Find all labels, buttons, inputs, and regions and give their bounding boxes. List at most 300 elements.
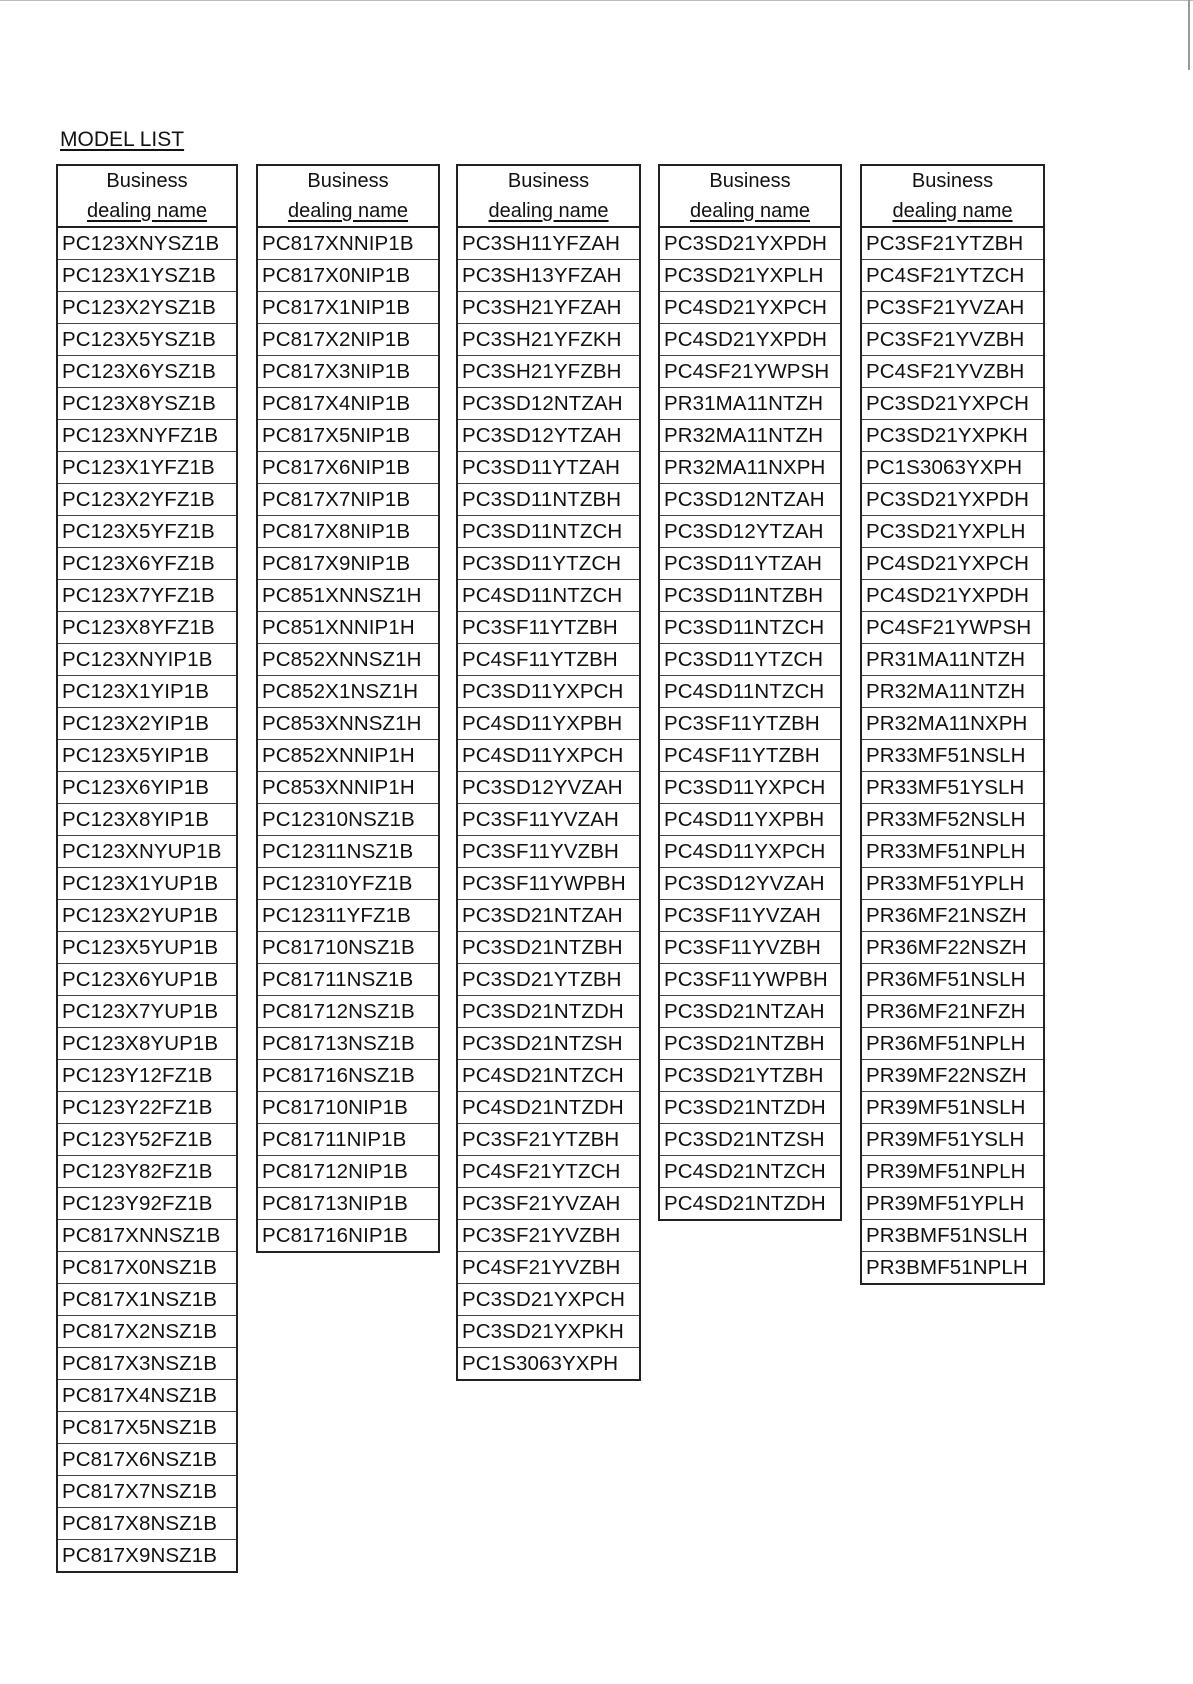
model-name-cell: PC81711NIP1B [257, 1124, 439, 1156]
model-name-cell: PC81716NSZ1B [257, 1060, 439, 1092]
table-row [861, 932, 1044, 964]
model-name-cell: PC123XNYFZ1B [57, 420, 237, 452]
table-row [861, 420, 1044, 452]
table-row [257, 324, 439, 356]
model-name-cell: PC123X8YSZ1B [57, 388, 237, 420]
model-name-cell: PC817X7NSZ1B [57, 1476, 237, 1508]
model-name-cell: PC3SD11YXPCH [457, 676, 640, 708]
table-row [57, 452, 237, 484]
model-name-cell: PC3SD21YXPKH [861, 420, 1044, 452]
model-name-cell: PC3SH21YFZKH [457, 324, 640, 356]
table-row [457, 1348, 640, 1381]
table-row [457, 1188, 640, 1220]
model-name-cell: PR39MF51NPLH [861, 1156, 1044, 1188]
table-row [457, 1284, 640, 1316]
model-name-cell: PC3SD12NTZAH [457, 388, 640, 420]
model-name-cell: PC4SD21NTZDH [457, 1092, 640, 1124]
model-name-cell: PC852XNNIP1H [257, 740, 439, 772]
model-name-cell: PC3SD12YTZAH [659, 516, 841, 548]
table-row [457, 516, 640, 548]
table-row [861, 1156, 1044, 1188]
model-name-cell: PC3SD11YTZCH [457, 548, 640, 580]
model-name-cell: PC123X1YSZ1B [57, 260, 237, 292]
model-name-cell: PC3SD21YTZBH [659, 1060, 841, 1092]
model-name-cell: PC4SD11YXPCH [659, 836, 841, 868]
table-row [257, 612, 439, 644]
table-row [257, 772, 439, 804]
model-table-2 [256, 164, 440, 1253]
table-row [659, 900, 841, 932]
model-name-cell: PR39MF51NSLH [861, 1092, 1044, 1124]
table-row [457, 868, 640, 900]
model-name-cell: PC123Y12FZ1B [57, 1060, 237, 1092]
model-name-cell: PC123XNYUP1B [57, 836, 237, 868]
table-row [861, 484, 1044, 516]
model-name-cell: PR33MF51YSLH [861, 772, 1044, 804]
model-name-cell: PC3SD21YXPKH [457, 1316, 640, 1348]
table-row [57, 324, 237, 356]
model-name-cell: PC3SD11YTZCH [659, 644, 841, 676]
model-name-cell: PC3SD12YVZAH [457, 772, 640, 804]
table-row [57, 868, 237, 900]
model-name-cell: PC3SF11YTZBH [457, 612, 640, 644]
table-row [457, 452, 640, 484]
table-row [57, 676, 237, 708]
model-name-cell: PC817X3NSZ1B [57, 1348, 237, 1380]
table-row [457, 1252, 640, 1284]
table-row [57, 772, 237, 804]
model-name-cell: PC3SD21NTZSH [659, 1124, 841, 1156]
table-row [659, 804, 841, 836]
model-name-cell: PC817XNNSZ1B [57, 1220, 237, 1252]
table-row [457, 420, 640, 452]
model-name-cell: PC123X8YUP1B [57, 1028, 237, 1060]
table-row [659, 964, 841, 996]
table-row [57, 260, 237, 292]
model-name-cell: PC4SF21YTZCH [861, 260, 1044, 292]
table-row [861, 996, 1044, 1028]
model-name-cell: PR31MA11NTZH [861, 644, 1044, 676]
model-name-cell: PC12310YFZ1B [257, 868, 439, 900]
model-name-cell: PR36MF51NPLH [861, 1028, 1044, 1060]
model-name-cell: PC123X1YIP1B [57, 676, 237, 708]
table-row [257, 227, 439, 260]
model-name-cell: PR32MA11NXPH [861, 708, 1044, 740]
table-row [257, 1220, 439, 1253]
model-name-cell: PC4SD21NTZCH [457, 1060, 640, 1092]
model-name-cell: PC4SF11YTZBH [457, 644, 640, 676]
table-row [659, 260, 841, 292]
table-row [861, 708, 1044, 740]
table-row [861, 868, 1044, 900]
model-name-cell: PC123XNYSZ1B [57, 227, 237, 260]
table-row [659, 1028, 841, 1060]
table-row [57, 708, 237, 740]
table-row [861, 580, 1044, 612]
model-name-cell: PR39MF51YSLH [861, 1124, 1044, 1156]
model-name-cell: PR36MF21NFZH [861, 996, 1044, 1028]
table-row [659, 484, 841, 516]
model-name-cell: PR36MF21NSZH [861, 900, 1044, 932]
table-row [57, 1060, 237, 1092]
model-name-cell: PC851XNNSZ1H [257, 580, 439, 612]
model-name-cell: PC817X4NSZ1B [57, 1380, 237, 1412]
table-row [257, 484, 439, 516]
model-name-cell: PC4SF21YTZCH [457, 1156, 640, 1188]
model-name-cell: PC123X1YFZ1B [57, 452, 237, 484]
model-name-cell: PC3SD12YTZAH [457, 420, 640, 452]
table-row [861, 260, 1044, 292]
model-name-cell: PC3SD11NTZCH [457, 516, 640, 548]
model-name-cell: PC12311YFZ1B [257, 900, 439, 932]
table-row [659, 740, 841, 772]
table-row [659, 388, 841, 420]
column-header: Business dealing name [659, 165, 841, 227]
table-row [57, 1380, 237, 1412]
table-row [257, 1060, 439, 1092]
model-name-cell: PC123XNYIP1B [57, 644, 237, 676]
table-row [57, 740, 237, 772]
model-name-cell: PC4SD11NTZCH [457, 580, 640, 612]
table-row [861, 1028, 1044, 1060]
table-row [57, 1028, 237, 1060]
model-name-cell: PR32MA11NTZH [861, 676, 1044, 708]
table-row [57, 1092, 237, 1124]
table-row [457, 1092, 640, 1124]
table-row [57, 1124, 237, 1156]
model-name-cell: PC81713NSZ1B [257, 1028, 439, 1060]
model-name-cell: PC3SF11YWPBH [659, 964, 841, 996]
model-name-cell: PC4SD21YXPCH [659, 292, 841, 324]
model-name-cell: PC3SD11YXPCH [659, 772, 841, 804]
table-row [659, 772, 841, 804]
model-name-cell: PC3SF11YVZBH [659, 932, 841, 964]
table-row [457, 324, 640, 356]
model-name-cell: PC123X7YUP1B [57, 996, 237, 1028]
table-row [257, 388, 439, 420]
table-row [659, 932, 841, 964]
model-name-cell: PC123X6YSZ1B [57, 356, 237, 388]
table-row [457, 996, 640, 1028]
model-name-cell: PR32MA11NXPH [659, 452, 841, 484]
table-row [457, 612, 640, 644]
table-row [861, 324, 1044, 356]
table-row [457, 260, 640, 292]
table-row [257, 260, 439, 292]
model-name-cell: PC123X6YFZ1B [57, 548, 237, 580]
table-row [57, 548, 237, 580]
model-name-cell: PC81710NSZ1B [257, 932, 439, 964]
model-name-cell: PC3SD11YTZAH [457, 452, 640, 484]
table-row [257, 836, 439, 868]
model-name-cell: PC852X1NSZ1H [257, 676, 439, 708]
model-name-cell: PC3SD12NTZAH [659, 484, 841, 516]
table-row [457, 292, 640, 324]
table-row [659, 420, 841, 452]
model-name-cell: PC817X0NSZ1B [57, 1252, 237, 1284]
table-row [457, 644, 640, 676]
table-row [457, 1220, 640, 1252]
table-row [659, 1188, 841, 1221]
model-name-cell: PC817X7NIP1B [257, 484, 439, 516]
table-row [457, 900, 640, 932]
model-name-cell: PC817X4NIP1B [257, 388, 439, 420]
table-row [57, 580, 237, 612]
model-name-cell: PC3SD21NTZAH [457, 900, 640, 932]
model-name-cell: PC3SD21YXPLH [659, 260, 841, 292]
model-name-cell: PC4SD21YXPCH [861, 548, 1044, 580]
model-name-cell: PC4SF21YVZBH [457, 1252, 640, 1284]
model-name-cell: PC817X1NSZ1B [57, 1284, 237, 1316]
table-row [57, 1252, 237, 1284]
model-name-cell: PC817XNNIP1B [257, 227, 439, 260]
model-name-cell: PC3SF21YTZBH [861, 227, 1044, 260]
model-name-cell: PC851XNNIP1H [257, 612, 439, 644]
table-row [861, 1060, 1044, 1092]
model-name-cell: PC817X9NSZ1B [62, 1543, 218, 1567]
table-row [861, 644, 1044, 676]
table-row [861, 740, 1044, 772]
model-name-cell: PC3SF21YVZAH [861, 292, 1044, 324]
model-name-cell: PC4SF21YVZBH [861, 356, 1044, 388]
model-name-cell: PC3SF11YVZAH [457, 804, 640, 836]
table-row [861, 227, 1044, 260]
column-header: Business dealing name [861, 165, 1044, 227]
model-name-cell: PR39MF51YPLH [861, 1188, 1044, 1220]
table-row [257, 1092, 439, 1124]
model-name-cell: PC817X1NIP1B [257, 292, 439, 324]
model-name-cell: PC3SF11YTZBH [659, 708, 841, 740]
table-row [659, 996, 841, 1028]
table-row [861, 804, 1044, 836]
table-row [57, 612, 237, 644]
model-name-cell: PC3SD11NTZBH [457, 484, 640, 516]
model-name-cell: PC4SF11YTZBH [659, 740, 841, 772]
model-name-cell: PC3SD21YXPCH [861, 388, 1044, 420]
table-row [57, 484, 237, 516]
table-row [861, 292, 1044, 324]
model-name-cell: PC1S3063YXPH [861, 452, 1044, 484]
table-row [257, 676, 439, 708]
table-row [257, 868, 439, 900]
model-name-cell: PC817X2NIP1B [257, 324, 439, 356]
model-name-cell: PC3SD12YVZAH [659, 868, 841, 900]
model-name-cell: PC817X5NIP1B [257, 420, 439, 452]
model-table-5 [860, 164, 1045, 1285]
table-row [57, 1476, 237, 1508]
model-name-cell: PR33MF51NPLH [861, 836, 1044, 868]
model-name-cell: PC4SD21YXPDH [659, 324, 841, 356]
table-row [257, 1028, 439, 1060]
table-row [659, 676, 841, 708]
table-row [57, 1540, 237, 1573]
model-name-cell: PC123X5YSZ1B [57, 324, 237, 356]
model-name-cell: PC3SH11YFZAH [457, 227, 640, 260]
table-row [861, 516, 1044, 548]
page-top-edge [0, 0, 1193, 1]
model-name-cell: PC817X5NSZ1B [57, 1412, 237, 1444]
page-title: MODEL LIST [60, 128, 185, 151]
table-row [57, 356, 237, 388]
model-name-cell: PC3SD21YXPDH [659, 227, 841, 260]
table-row [659, 452, 841, 484]
table-row [57, 1284, 237, 1316]
table-row [659, 580, 841, 612]
model-name-cell: PC817X9NIP1B [257, 548, 439, 580]
table-row [257, 708, 439, 740]
model-name-cell: PC4SD21NTZDH [664, 1191, 826, 1215]
table-row [861, 1124, 1044, 1156]
model-name-cell: PC123X8YFZ1B [57, 612, 237, 644]
table-row [457, 388, 640, 420]
model-name-cell: PC3SD21NTZSH [457, 1028, 640, 1060]
table-row [257, 356, 439, 388]
table-row [861, 1092, 1044, 1124]
model-name-cell: PR32MA11NTZH [659, 420, 841, 452]
model-name-cell: PC3SD21NTZDH [659, 1092, 841, 1124]
model-table-4 [658, 164, 842, 1221]
model-name-cell: PC3SD21YXPDH [861, 484, 1044, 516]
table-row [659, 516, 841, 548]
model-name-cell: PC817X6NIP1B [257, 452, 439, 484]
model-name-cell: PC4SD11YXPBH [659, 804, 841, 836]
model-name-cell: PC123X2YFZ1B [57, 484, 237, 516]
table-row [257, 516, 439, 548]
model-name-cell: PC3SD21YXPLH [861, 516, 1044, 548]
model-table-1 [56, 164, 238, 1573]
table-row [57, 1508, 237, 1540]
model-name-cell: PC81711NSZ1B [257, 964, 439, 996]
model-name-cell: PC817X8NIP1B [257, 516, 439, 548]
table-row [457, 1156, 640, 1188]
model-name-cell: PC81713NIP1B [257, 1188, 439, 1220]
table-row [457, 932, 640, 964]
table-row [457, 1316, 640, 1348]
model-name-cell: PC12310NSZ1B [257, 804, 439, 836]
model-name-cell: PC3SF11YVZAH [659, 900, 841, 932]
model-name-cell: PR36MF51NSLH [861, 964, 1044, 996]
model-name-cell: PC817X3NIP1B [257, 356, 439, 388]
model-name-cell: PC3SF21YTZBH [457, 1124, 640, 1156]
table-row [659, 612, 841, 644]
model-name-cell: PC123X5YUP1B [57, 932, 237, 964]
table-row [57, 996, 237, 1028]
model-name-cell: PC81712NIP1B [257, 1156, 439, 1188]
table-row [659, 356, 841, 388]
table-row [457, 1028, 640, 1060]
model-name-cell: PC3SH21YFZBH [457, 356, 640, 388]
table-row [257, 900, 439, 932]
model-name-cell: PC123Y22FZ1B [57, 1092, 237, 1124]
column-header: Business dealing name [57, 165, 237, 227]
model-name-cell: PC3SF21YVZAH [457, 1188, 640, 1220]
table-row [257, 292, 439, 324]
table-row [861, 836, 1044, 868]
table-row [659, 836, 841, 868]
table-row [257, 420, 439, 452]
table-row [57, 420, 237, 452]
model-name-cell: PC3SD21YTZBH [457, 964, 640, 996]
table-row [457, 772, 640, 804]
model-name-cell: PC123Y92FZ1B [57, 1188, 237, 1220]
table-row [57, 1348, 237, 1380]
table-row [861, 388, 1044, 420]
table-row [861, 676, 1044, 708]
table-row [457, 484, 640, 516]
table-row [861, 356, 1044, 388]
table-row [57, 1188, 237, 1220]
table-row [257, 548, 439, 580]
model-name-cell: PC3SD21YXPCH [457, 1284, 640, 1316]
table-row [457, 804, 640, 836]
model-name-cell: PC123X2YUP1B [57, 900, 237, 932]
model-name-cell: PC817X0NIP1B [257, 260, 439, 292]
model-name-cell: PC4SD11YXPCH [457, 740, 640, 772]
table-row [457, 964, 640, 996]
table-row [257, 740, 439, 772]
table-row [257, 996, 439, 1028]
model-name-cell: PC3SD21NTZBH [659, 1028, 841, 1060]
model-name-cell: PC3SD11NTZBH [659, 580, 841, 612]
table-row [57, 804, 237, 836]
model-name-cell: PR33MF51YPLH [861, 868, 1044, 900]
table-row [659, 548, 841, 580]
table-row [861, 772, 1044, 804]
model-name-cell: PC123X6YIP1B [57, 772, 237, 804]
model-name-cell: PC123X1YUP1B [57, 868, 237, 900]
table-row [861, 1220, 1044, 1252]
table-row [57, 516, 237, 548]
table-row [57, 900, 237, 932]
model-name-cell: PR31MA11NTZH [659, 388, 841, 420]
model-name-cell: PC3SH13YFZAH [457, 260, 640, 292]
model-name-cell: PR3BMF51NPLH [866, 1255, 1028, 1279]
table-row [861, 1252, 1044, 1285]
table-row [861, 964, 1044, 996]
model-name-cell: PC3SD21NTZBH [457, 932, 640, 964]
table-row [659, 324, 841, 356]
model-name-cell: PC853XNNIP1H [257, 772, 439, 804]
model-name-cell: PC123X2YIP1B [57, 708, 237, 740]
model-name-cell: PC3SF21YVZBH [457, 1220, 640, 1252]
model-name-cell: PC81712NSZ1B [257, 996, 439, 1028]
table-row [57, 388, 237, 420]
model-name-cell: PC4SF21YWPSH [659, 356, 841, 388]
table-row [659, 1124, 841, 1156]
model-name-cell: PC123Y82FZ1B [57, 1156, 237, 1188]
table-row [659, 868, 841, 900]
model-name-cell: PC3SF21YVZBH [861, 324, 1044, 356]
table-row [457, 227, 640, 260]
table-row [457, 740, 640, 772]
table-row [257, 804, 439, 836]
table-row [457, 676, 640, 708]
model-name-cell: PC817X2NSZ1B [57, 1316, 237, 1348]
model-name-cell: PR3BMF51NSLH [861, 1220, 1044, 1252]
table-row [659, 644, 841, 676]
model-name-cell: PC4SF21YWPSH [861, 612, 1044, 644]
model-name-cell: PC123X6YUP1B [57, 964, 237, 996]
model-name-cell: PC817X8NSZ1B [57, 1508, 237, 1540]
column-header: Business dealing name [457, 165, 640, 227]
table-row [57, 644, 237, 676]
model-name-cell: PC123X5YFZ1B [57, 516, 237, 548]
model-name-cell: PC4SD21YXPDH [861, 580, 1044, 612]
model-name-cell: PC3SD21NTZAH [659, 996, 841, 1028]
table-row [457, 580, 640, 612]
table-row [659, 1156, 841, 1188]
model-name-cell: PR33MF52NSLH [861, 804, 1044, 836]
